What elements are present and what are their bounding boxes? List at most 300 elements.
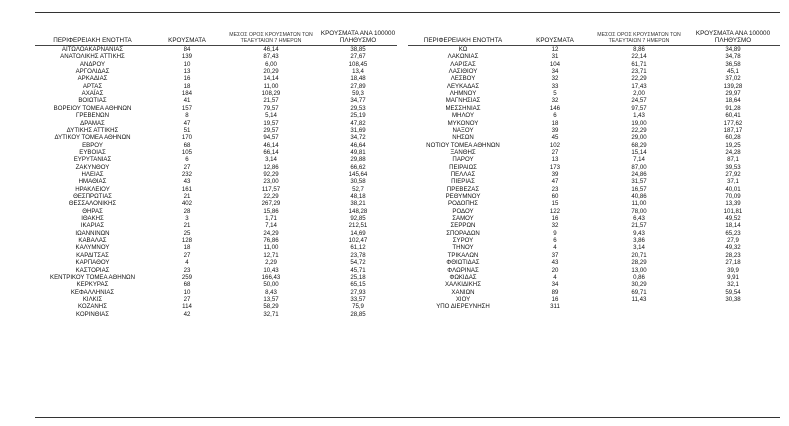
left-region-name: ΑΝΑΤΟΛΙΚΗΣ ΑΤΤΙΚΗΣ: [60, 53, 125, 61]
right-cases-value: 47: [551, 178, 559, 186]
left-avg-value: 23,00: [263, 178, 279, 186]
header-cases-left: ΚΡΟΥΣΜΑΤΑ: [168, 37, 206, 44]
right-avg-value: 1,43: [633, 112, 645, 120]
right-avg-value: 2,00: [633, 90, 645, 98]
right-avg-value: 0,86: [633, 273, 645, 281]
right-cases-value: 33: [551, 82, 559, 90]
left-cases-value: 27: [183, 251, 191, 259]
right-avg-value: 7,14: [633, 156, 645, 164]
right-avg-value: 30,29: [631, 281, 647, 289]
left-avg-value: 1,71: [265, 215, 277, 223]
left-avg-value: 11,00: [263, 82, 279, 90]
left-cases-value: 114: [182, 303, 192, 311]
left-cases-value: 184: [181, 90, 193, 98]
right-avg-value: 31,57: [631, 178, 647, 186]
right-per100k-value: 60,28: [725, 134, 741, 142]
left-cases-value: 25: [183, 229, 191, 237]
right-avg-value: 15,14: [631, 148, 647, 156]
right-avg-value: 16,57: [631, 185, 647, 193]
left-avg-value: 14,14: [263, 75, 279, 83]
left-cases-value: 10: [183, 60, 191, 68]
right-avg-value: 22,29: [631, 126, 647, 134]
right-per100k-value: 29,97: [725, 90, 741, 98]
left-region-name: ΚΑΒΑΛΑΣ: [78, 237, 107, 245]
left-region-name: ΑΧΑΪΑΣ: [81, 90, 104, 98]
left-per100k-value: 145,64: [348, 170, 368, 178]
left-region-name: ΙΚΑΡΙΑΣ: [80, 222, 105, 230]
right-avg-value: 3,86: [633, 237, 645, 245]
right-per100k-value: 60,41: [725, 112, 741, 120]
left-per100k-value: 48,18: [350, 193, 366, 200]
right-cases-value: 122: [549, 207, 561, 215]
right-per100k-value: 59,54: [725, 288, 741, 296]
right-cases-value: 5: [553, 90, 557, 98]
right-cases-value: 34: [551, 281, 559, 289]
right-region-name: ΥΠΟ ΔΙΕΡΕΥΝΗΣΗ: [436, 303, 490, 311]
right-avg-value: 78,00: [631, 207, 647, 215]
right-avg-value: 97,57: [631, 104, 647, 112]
right-per100k-value: 70,09: [725, 193, 741, 200]
left-avg-value: 94,57: [263, 134, 279, 142]
left-cases-value: 3: [185, 215, 189, 223]
right-per100k-value: 45,1: [727, 68, 739, 76]
right-region-name: ΛΕΣΒΟΥ: [450, 75, 476, 83]
right-region-name: ΡΟΔΟΠΗΣ: [448, 200, 478, 208]
left-per100k-value: 18,48: [350, 75, 366, 83]
left-region-name: ΑΝΔΡΟΥ: [79, 60, 106, 68]
right-avg-value: 9,43: [633, 229, 645, 237]
left-region-name: ΔΡΑΜΑΣ: [80, 119, 105, 127]
left-cases-value: 402: [181, 200, 193, 208]
right-region-name: ΤΡΙΚΑΛΩΝ: [447, 251, 479, 259]
left-region-name: ΚΕΦΑΛΛΗΝΙΑΣ: [70, 288, 115, 296]
right-per100k-value: 9,91: [727, 273, 739, 281]
left-avg-value: 12,86: [263, 163, 279, 171]
right-avg-value: 6,43: [633, 215, 645, 223]
right-avg-value: 11,00: [631, 200, 647, 208]
left-avg-value: 7,14: [265, 222, 277, 230]
left-per100k-value: 38,21: [350, 200, 366, 208]
left-cases-value: 51: [183, 126, 191, 134]
left-avg-value: 20,29: [263, 68, 279, 76]
right-cases-value: 13: [551, 156, 559, 164]
left-per100k-value: 13,4: [352, 68, 364, 76]
right-cases-value: 4: [553, 273, 557, 281]
left-cases-value: 6: [185, 156, 189, 164]
right-avg-value: 24,57: [631, 97, 647, 105]
left-per100k-value: 148,28: [348, 207, 368, 215]
right-per100k-value: [689, 303, 777, 310]
left-cases-value: 41: [183, 97, 191, 105]
left-per100k-value: 25,19: [350, 112, 366, 120]
right-cases-value: 60: [551, 193, 559, 200]
left-region-name: ΙΘΑΚΗΣ: [81, 215, 104, 223]
right-per100k-value: 91,28: [725, 104, 741, 112]
left-region-name: ΚΑΣΤΟΡΙΑΣ: [75, 266, 110, 274]
left-per100k-value: 65,15: [350, 281, 366, 289]
left-per100k-value: 29,53: [350, 104, 366, 112]
left-cases-value: 84: [183, 46, 191, 53]
right-avg-value: 28,29: [631, 259, 647, 267]
left-region-name: ΚΟΡΙΝΘΙΑΣ: [75, 310, 110, 318]
right-cases-value: 104: [549, 60, 561, 68]
left-avg-value: 87,43: [263, 53, 279, 61]
left-avg-value: 117,57: [261, 185, 281, 193]
left-per100k-value: 92,85: [350, 215, 366, 223]
left-avg-value: 50,00: [263, 281, 279, 289]
left-per100k-value: 27,93: [350, 288, 366, 296]
right-avg-value: [595, 303, 683, 310]
right-region-name: ΛΑΚΩΝΙΑΣ: [447, 53, 479, 61]
right-per100k-value: 18,14: [725, 222, 741, 230]
left-region-name: ΘΕΣΠΡΩΤΙΑΣ: [73, 193, 112, 200]
right-avg-value: 13,00: [631, 266, 647, 274]
right-region-name: ΦΩΚΙΔΑΣ: [449, 273, 477, 281]
left-per100k-value: 29,88: [350, 156, 366, 164]
left-per100k-value: 59,3: [352, 90, 364, 98]
right-cases-value: 32: [551, 97, 559, 105]
left-cases-value: 161: [181, 185, 193, 193]
left-region-name: ΕΥΡΥΤΑΝΙΑΣ: [73, 156, 112, 164]
right-cases-value: 102: [549, 141, 561, 149]
left-region-name: ΕΒΡΟΥ: [82, 141, 103, 149]
left-per100k-value: 52,7: [352, 185, 364, 193]
right-cases-value: 89: [551, 288, 559, 296]
right-avg-value: 40,86: [631, 193, 647, 200]
right-avg-value: 20,71: [631, 251, 647, 259]
left-per100k-value: 108,45: [348, 60, 368, 68]
left-cases-value: 105: [181, 148, 193, 156]
left-avg-value: 22,29: [263, 193, 279, 200]
right-avg-value: 22,14: [631, 53, 647, 61]
right-cases-value: 6: [553, 237, 557, 245]
left-region-name: ΑΡΓΟΛΙΔΑΣ: [75, 68, 110, 76]
right-region-name: ΛΑΡΙΣΑΣ: [450, 60, 476, 68]
right-per100k-value: 87,1: [727, 156, 739, 164]
right-per100k-value: 39,53: [725, 163, 741, 171]
right-per100k-value: 13,39: [725, 200, 741, 208]
right-avg-value: 68,29: [631, 141, 647, 149]
left-region-name: ΒΟΡΕΙΟΥ ΤΟΜΕΑ ΑΘΗΝΩΝ: [53, 104, 132, 112]
left-cases-value: 21: [183, 222, 191, 230]
right-cases-value: 27: [551, 148, 559, 156]
left-cases-value: 68: [183, 141, 191, 149]
left-per100k-value: 47,82: [350, 119, 366, 127]
right-per100k-value: 37,02: [725, 75, 741, 83]
header-avg-left: ΜΕΣΟΣ ΟΡΟΣ ΚΡΟΥΣΜΑΤΩΝ ΤΩΝ ΤΕΛΕΥΤΑΙΩΝ 7 ΗΜΕΡΩΝ: [229, 32, 313, 44]
left-cases-value: 16: [183, 75, 191, 83]
right-per100k-value: 19,25: [725, 141, 741, 149]
left-avg-value: 3,14: [265, 156, 277, 164]
left-region-name: ΘΕΣΣΑΛΟΝΙΚΗΣ: [68, 200, 117, 208]
left-region-name: ΑΡΚΑΔΙΑΣ: [77, 75, 108, 83]
left-cases-value: 232: [181, 170, 193, 178]
left-per100k-value: 34,77: [350, 97, 366, 105]
right-region-name: ΚΩ: [458, 46, 468, 53]
right-region-name: ΤΗΝΟΥ: [452, 244, 474, 252]
right-cases-value: 31: [551, 53, 559, 61]
right-avg-value: 19,00: [631, 119, 647, 127]
right-region-name: ΠΕΙΡΑΙΩΣ: [449, 163, 477, 171]
right-cases-value: 6: [553, 112, 557, 120]
right-region-name: ΠΡΕΒΕΖΑΣ: [446, 185, 480, 193]
header-avg-right: ΜΕΣΟΣ ΟΡΟΣ ΚΡΟΥΣΜΑΤΩΝ ΤΩΝ ΤΕΛΕΥΤΑΙΩΝ 7 ΗΜΕΡΩΝ: [597, 32, 681, 44]
left-avg-value: 46,14: [263, 141, 279, 149]
right-cases-value: 43: [551, 259, 559, 267]
left-avg-value: 19,57: [263, 119, 279, 127]
left-region-name: ΚΟΖΑΝΗΣ: [78, 303, 107, 311]
right-region-name: ΡΕΘΥΜΝΟΥ: [445, 193, 481, 200]
left-per100k-value: 30,58: [350, 178, 366, 186]
left-per100k-value: 75,9: [352, 303, 364, 311]
right-per100k-value: 32,1: [727, 281, 739, 289]
left-region-name: ΔΥΤΙΚΗΣ ΑΤΤΙΚΗΣ: [66, 126, 119, 134]
right-region-name: ΝΑΞΟΥ: [452, 126, 474, 134]
right-region-name: ΜΗΛΟΥ: [451, 112, 475, 120]
left-per100k-value: 45,71: [350, 266, 366, 274]
right-per100k-value: 27,92: [725, 170, 741, 178]
left-cases-value: 8: [185, 112, 189, 120]
left-avg-value: 24,29: [263, 229, 279, 237]
left-cases-value: 170: [181, 134, 193, 142]
left-region-name: ΕΥΒΟΙΑΣ: [79, 148, 106, 156]
header-cases-right: ΚΡΟΥΣΜΑΤΑ: [536, 37, 574, 44]
right-per100k-value: 39,9: [727, 266, 739, 274]
right-cases-value: 173: [549, 163, 561, 171]
right-region-name: ΦΘΙΩΤΙΔΑΣ: [446, 259, 480, 267]
left-avg-value: 92,29: [263, 170, 279, 178]
right-region-name: ΧΑΛΚΙΔΙΚΗΣ: [445, 281, 481, 289]
left-avg-value: 267,29: [261, 200, 281, 208]
right-region-name: ΜΥΚΟΝΟΥ: [447, 119, 479, 127]
right-per100k-value: 34,89: [725, 46, 741, 53]
left-per100k-value: 46,64: [350, 141, 366, 149]
header-region-left: ΠΕΡΙΦΕΡΕΙΑΚΗ ΕΝΟΤΗΤΑ: [53, 37, 132, 44]
left-region-name: ΑΡΤΑΣ: [82, 82, 103, 90]
left-per100k-value: 27,67: [350, 53, 366, 61]
right-per100k-value: 40,01: [725, 185, 741, 193]
left-cases-value: 68: [183, 281, 191, 289]
left-region-name: ΚΑΡΠΑΘΟΥ: [75, 259, 110, 267]
right-per100k-value: 49,52: [725, 215, 741, 223]
left-region-name: ΚΑΡΔΙΤΣΑΣ: [76, 251, 109, 259]
right-region-name: ΠΙΕΡΙΑΣ: [451, 178, 475, 186]
left-region-name: ΖΑΚΥΝΘΟΥ: [75, 163, 110, 171]
left-avg-value: 13,57: [263, 295, 279, 303]
left-region-name: ΒΟΙΩΤΙΑΣ: [78, 97, 107, 105]
left-avg-value: 2,29: [265, 259, 277, 267]
header-per100k-left: ΚΡΟΥΣΜΑΤΑ ΑΝΑ 100000 ΠΛΗΘΥΣΜΟ: [320, 30, 396, 44]
right-cases-value: 20: [551, 266, 559, 274]
right-avg-value: 3,14: [633, 244, 645, 252]
right-per100k-value: 30,38: [725, 295, 741, 303]
right-cases-value: 32: [551, 75, 559, 83]
left-cases-value: 47: [183, 119, 191, 127]
right-avg-value: 69,71: [631, 288, 647, 296]
right-region-name: ΛΗΜΝΟΥ: [449, 90, 477, 98]
right-per100k-value: 65,23: [725, 229, 741, 237]
left-cases-value: 27: [183, 295, 191, 303]
left-per100k-value: 212,51: [348, 222, 368, 230]
right-per100k-value: 101,81: [723, 207, 743, 215]
left-per100k-value: 61,12: [350, 244, 366, 252]
right-avg-value: 17,43: [631, 82, 647, 90]
right-region-name: ΣΕΡΡΩΝ: [450, 222, 476, 230]
left-cases-value: 42: [183, 310, 191, 318]
left-cases-value: 10: [183, 288, 191, 296]
right-cases-value: 9: [553, 229, 557, 237]
left-cases-value: 13: [183, 68, 191, 76]
left-per100k-value: 49,81: [350, 148, 366, 156]
left-region-name: ΚΑΛΥΜΝΟΥ: [75, 244, 110, 252]
right-region-name: ΣΠΟΡΑΔΩΝ: [446, 229, 480, 237]
right-region-name: ΛΕΥΚΑΔΑΣ: [446, 82, 480, 90]
left-per100k-value: 25,18: [350, 273, 366, 281]
right-avg-value: 24,86: [631, 170, 647, 178]
right-cases-value: 37: [551, 251, 559, 259]
left-region-name: ΗΛΕΙΑΣ: [81, 170, 104, 178]
right-avg-value: 61,71: [631, 60, 647, 68]
right-cases-value: 32: [551, 222, 559, 230]
right-region-name: ΜΑΓΝΗΣΙΑΣ: [445, 97, 481, 105]
left-avg-value: 10,43: [263, 266, 279, 274]
left-region-name: ΚΕΝΤΡΙΚΟΥ ΤΟΜΕΑ ΑΘΗΝΩΝ: [50, 273, 135, 281]
top-rule: [35, 12, 780, 13]
right-cases-value: 4: [553, 244, 557, 252]
bottom-rule: [35, 417, 780, 418]
left-region-name: ΔΥΤΙΚΟΥ ΤΟΜΕΑ ΑΘΗΝΩΝ: [54, 134, 131, 142]
left-per100k-value: 66,62: [350, 163, 366, 171]
left-avg-value: 76,86: [263, 237, 279, 245]
right-cases-value: 39: [551, 126, 559, 134]
left-region-name: ΗΜΑΘΙΑΣ: [78, 178, 107, 186]
left-cases-value: 157: [181, 104, 193, 112]
left-cases-value: 28: [183, 207, 191, 215]
right-cases-value: 34: [551, 68, 559, 76]
right-cases-value: 15: [551, 200, 559, 208]
right-region-name: ΧΑΝΙΩΝ: [451, 288, 475, 296]
right-cases-value: 39: [551, 170, 559, 178]
left-avg-value: 66,14: [263, 148, 279, 156]
left-per100k-value: 23,78: [350, 251, 366, 259]
left-cases-value: 27: [183, 163, 191, 171]
left-region-name: ΚΙΛΚΙΣ: [82, 295, 103, 303]
left-per100k-value: 54,72: [350, 259, 366, 267]
right-cases-value: 18: [551, 119, 559, 127]
right-region-name: ΣΑΜΟΥ: [452, 215, 474, 223]
left-cases-value: 139: [181, 53, 193, 61]
left-region-name: ΓΡΕΒΕΝΩΝ: [76, 112, 109, 120]
left-per100k-value: 34,72: [350, 134, 366, 142]
left-avg-value: 32,71: [263, 310, 279, 318]
right-per100k-value: 37,1: [727, 178, 739, 186]
right-avg-value: 21,57: [631, 222, 647, 230]
right-region-name: ΝΟΤΙΟΥ ΤΟΜΕΑ ΑΘΗΝΩΝ: [426, 141, 500, 149]
left-per100k-value: 31,69: [350, 126, 366, 134]
right-cases-value: 16: [551, 295, 559, 303]
left-per100k-value: 38,85: [350, 46, 366, 53]
right-cases-value: 45: [551, 134, 559, 142]
left-per100k-value: 27,89: [350, 82, 366, 90]
right-cases-value: 146: [549, 104, 561, 112]
left-avg-value: 58,29: [263, 303, 279, 311]
left-avg-value: 11,00: [263, 244, 279, 252]
left-avg-value: 6,00: [265, 60, 277, 68]
right-region-name: ΝΗΣΩΝ: [452, 134, 474, 142]
left-region-name: ΗΡΑΚΛΕΙΟΥ: [75, 185, 110, 193]
right-avg-value: 8,86: [633, 46, 645, 53]
right-per100k-value: 28,23: [725, 251, 741, 259]
left-per100k-value: 28,85: [350, 310, 366, 318]
right-avg-value: 11,43: [631, 295, 647, 303]
left-cases-value: 4: [185, 259, 189, 267]
right-region-name: ΧΙΟΥ: [455, 295, 471, 303]
right-region-name: ΦΛΩΡΙΝΑΣ: [447, 266, 479, 274]
right-cases-value: 12: [551, 46, 559, 53]
right-region-name: ΛΑΣΙΘΙΟΥ: [448, 68, 478, 76]
left-region-name: ΑΙΤΩΛΟΑΚΑΡΝΑΝΙΑΣ: [61, 46, 124, 53]
left-per100k-value: 102,47: [348, 237, 368, 245]
left-avg-value: 21,57: [263, 97, 279, 105]
header-region-right: ΠΕΡΙΦΕΡΕΙΑΚΗ ΕΝΟΤΗΤΑ: [423, 37, 503, 44]
right-region-name: ΠΕΛΛΑΣ: [450, 170, 476, 178]
left-avg-value: 12,71: [263, 251, 279, 259]
left-per100k-value: 33,57: [350, 295, 366, 303]
right-per100k-value: 36,58: [725, 60, 741, 68]
left-region-name: ΙΩΑΝΝΙΝΩΝ: [75, 229, 110, 237]
right-per100k-value: 24,28: [725, 148, 741, 156]
right-per100k-value: 177,62: [723, 119, 743, 127]
right-per100k-value: 27,18: [725, 259, 741, 267]
right-region-name: ΣΥΡΟΥ: [452, 237, 474, 245]
left-avg-value: 108,29: [261, 90, 281, 98]
left-avg-value: 29,57: [263, 126, 279, 134]
right-region-name: ΡΟΔΟΥ: [452, 207, 474, 215]
left-avg-value: 46,14: [263, 46, 279, 53]
right-cases-value: 311: [550, 303, 560, 311]
left-avg-value: 5,14: [265, 112, 277, 120]
left-cases-value: 18: [183, 244, 191, 252]
right-region-name: ΜΕΣΣΗΝΙΑΣ: [445, 104, 481, 112]
left-cases-value: 18: [183, 82, 191, 90]
right-region-name: ΠΑΡΟΥ: [452, 156, 474, 164]
left-region-name: ΚΕΡΚΥΡΑΣ: [76, 281, 109, 289]
left-region-name: ΘΗΡΑΣ: [82, 207, 103, 215]
right-per100k-value: 139,28: [723, 82, 743, 90]
left-cases-value: 21: [183, 193, 191, 200]
right-avg-value: 29,00: [631, 134, 647, 142]
left-avg-value: 79,57: [263, 104, 279, 112]
right-avg-value: 87,00: [631, 163, 647, 171]
left-avg-value: 8,43: [265, 288, 277, 296]
right-per100k-value: 187,17: [723, 126, 743, 134]
left-avg-value: 15,86: [263, 207, 279, 215]
right-per100k-value: 34,78: [725, 53, 741, 61]
right-cases-value: 16: [551, 215, 559, 223]
left-cases-value: 259: [181, 273, 193, 281]
left-cases-value: 23: [183, 266, 191, 274]
right-avg-value: 23,71: [631, 68, 647, 76]
left-cases-value: 128: [181, 237, 193, 245]
right-per100k-value: 27,9: [727, 237, 739, 245]
right-region-name: ΞΑΝΘΗΣ: [450, 148, 476, 156]
right-per100k-value: 49,32: [725, 244, 741, 252]
left-cases-value: 43: [183, 178, 191, 186]
header-per100k-right: ΚΡΟΥΣΜΑΤΑ ΑΝΑ 100000 ΠΛΗΘΥΣΜΟ: [695, 30, 771, 44]
right-per100k-value: 18,64: [725, 97, 741, 105]
left-avg-value: 166,43: [261, 273, 281, 281]
left-per100k-value: 14,69: [350, 229, 366, 237]
